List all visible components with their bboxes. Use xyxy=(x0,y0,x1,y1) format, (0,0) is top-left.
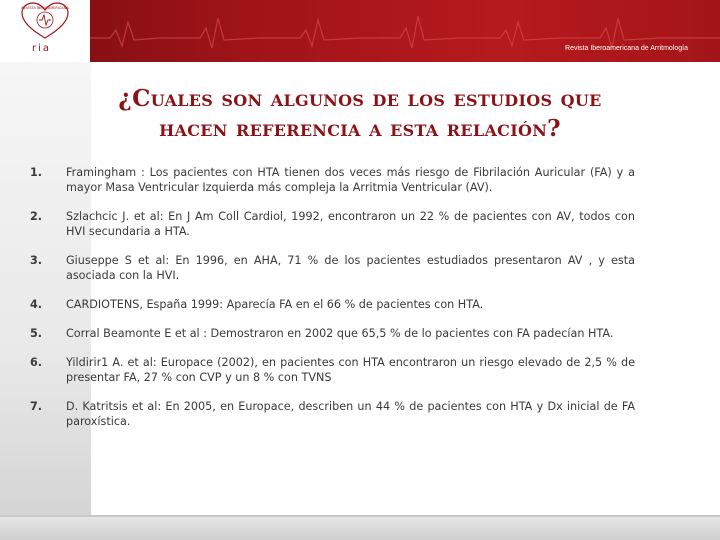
logo xyxy=(0,0,90,62)
list-item xyxy=(30,326,635,341)
svg-text:REVISTA IBEROAMERICANA: REVISTA IBEROAMERICANA xyxy=(21,6,69,10)
list-item-text: Giuseppe S et al: En 1996, en AHA, 71 % de los pacientes estudiados presentaron AV , y esta asociada con la HVI. xyxy=(66,254,635,282)
list-item-text: Szlachcic J. et al: En J Am Coll Cardiol, 1992, encontraron un 22 % de pacientes con AV, todos con HVI secundaria a HTA. xyxy=(66,210,635,238)
list-item-text: Yildirir1 A. et al: Europace (2002), en pacientes con HTA encontraron un riesgo elevado de 2,5 % de presentar FA, 27 % con CVP y un 8 % con TVNS xyxy=(66,356,635,384)
list-item-number: 5. xyxy=(30,327,43,340)
logo-text: ria xyxy=(32,43,52,54)
list-item-number: 4. xyxy=(30,298,43,311)
slide-title xyxy=(60,84,660,144)
list-item-number: 2. xyxy=(30,210,43,223)
list-item xyxy=(30,355,635,385)
list-item-number: 6. xyxy=(30,356,43,369)
list-item xyxy=(30,297,635,312)
journal-name: Revista Iberoamericana de Arritmología xyxy=(565,45,688,52)
list-item-number: 3. xyxy=(30,254,43,267)
list-item xyxy=(30,399,635,429)
studies-list xyxy=(30,165,635,443)
heart-logo-icon xyxy=(0,0,90,44)
list-item-number: 1. xyxy=(30,166,43,179)
list-item-text: Framingham : Los pacientes con HTA tienen dos veces más riesgo de Fibrilación Auricular (FA) y a mayor Masa Ventricular Izquierda más compleja la Arritmia Ventricular (AV). xyxy=(66,166,635,194)
list-item-text: Corral Beamonte E et al : Demostraron en 2002 que 65,5 % de lo pacientes con FA padecían HTA. xyxy=(66,327,614,340)
list-item-text: D. Katritsis et al: En 2005, en Europace, describen un 44 % de pacientes con HTA y Dx inicial de FA paroxística. xyxy=(66,400,635,428)
list-item xyxy=(30,209,635,239)
slide-title-line-1: ¿Cuales son algunos de los estudios que xyxy=(118,85,602,112)
list-item xyxy=(30,253,635,283)
list-item-text: CARDIOTENS, España 1999: Aparecía FA en el 66 % de pacientes con HTA. xyxy=(66,298,484,311)
ecg-wave-decoration xyxy=(90,0,720,62)
slide-title-line-2: hacen referencia a esta relación? xyxy=(159,115,561,142)
list-item-number: 7. xyxy=(30,400,43,413)
list-item xyxy=(30,165,635,195)
footer-band xyxy=(0,517,720,540)
header-band xyxy=(0,0,720,62)
